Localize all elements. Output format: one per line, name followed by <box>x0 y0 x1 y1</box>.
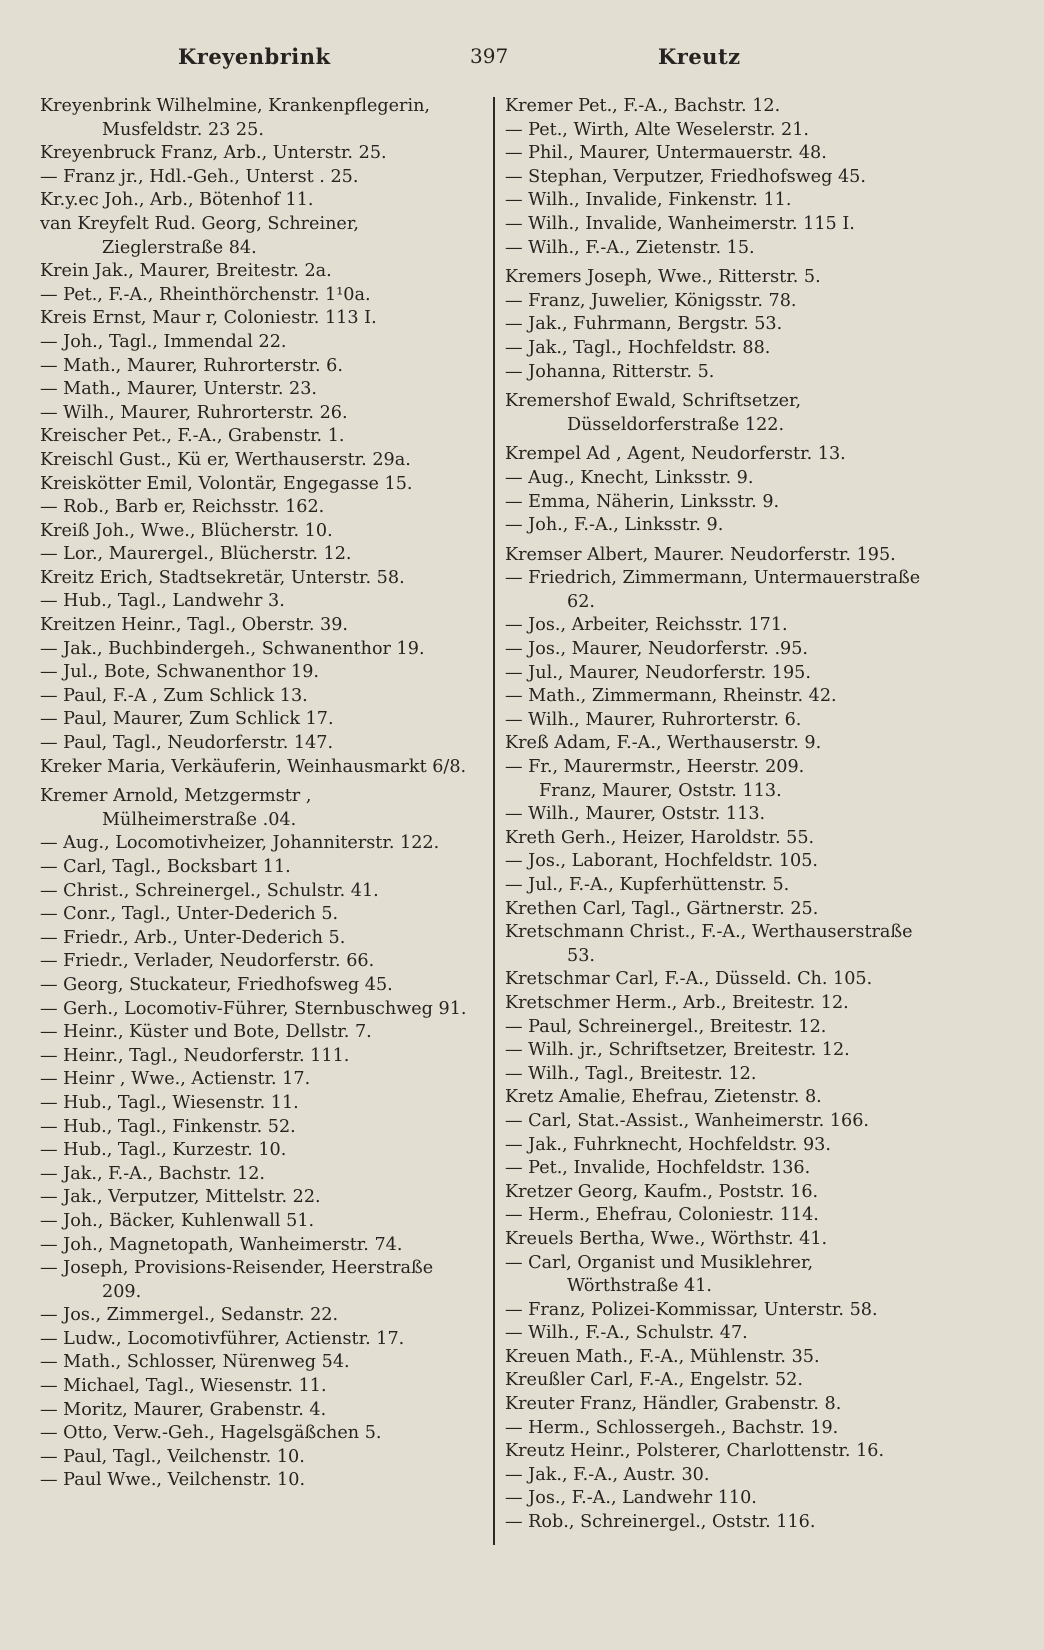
directory-entry: — Joseph, Provisions-Reisender, Heerstraße 209. <box>40 1258 434 1302</box>
directory-entry: — Herm., Schlossergeh., Bachstr. 19. <box>505 1417 839 1438</box>
directory-entry: Franz, Maurer, Oststr. 113. <box>539 780 782 801</box>
directory-entry: — Joh., Tagl., Immendal 22. <box>40 331 287 352</box>
directory-entry: — Wilh., Invalide, Wanheimerstr. 115 I. <box>505 213 855 234</box>
right-column <box>505 95 923 1535</box>
directory-entry: Kreuter Franz, Händler, Grabenstr. 8. <box>505 1394 842 1415</box>
directory-entry: — Pet., F.-A., Rheinthörchenstr. 1¹0a. <box>40 284 371 305</box>
directory-entry: — Herm., Ehefrau, Coloniestr. 114. <box>505 1205 819 1226</box>
directory-entry: Kremershof Ewald, Schriftsetzer, Düsseldorferstraße 122. <box>505 391 802 435</box>
directory-entry: — Conr., Tagl., Unter-Dederich 5. <box>40 904 339 925</box>
directory-entry: Kretschmar Carl, F.-A., Düsseld. Ch. 105. <box>505 969 873 990</box>
directory-entry: Kreiß Joh., Wwe., Blücherstr. 10. <box>40 520 333 541</box>
directory-entry: Kreiskötter Emil, Volontär, Engegasse 15. <box>40 473 413 494</box>
directory-entry: — Math., Maurer, Ruhrorterstr. 6. <box>40 355 343 376</box>
directory-entry: — Paul, F.-A , Zum Schlick 13. <box>40 685 308 706</box>
directory-entry: — Georg, Stuckateur, Friedhofsweg 45. <box>40 974 393 995</box>
directory-entry: Krethen Carl, Tagl., Gärtnerstr. 25. <box>505 898 819 919</box>
directory-entry: — Rob., Barb er, Reichsstr. 162. <box>40 497 325 518</box>
directory-entry: — Gerh., Locomotiv-Führer, Sternbuschweg 91. <box>40 998 467 1019</box>
directory-entry: — Wilh., F.-A., Schulstr. 47. <box>505 1323 748 1344</box>
directory-entry: — Lor., Maurergel., Blücherstr. 12. <box>40 544 352 565</box>
directory-entry: — Franz jr., Hdl.-Geh., Unterst . 25. <box>40 166 359 187</box>
directory-entry: — Jos., Maurer, Neudorferstr. .95. <box>505 639 809 660</box>
directory-entry: Kreuels Bertha, Wwe., Wörthstr. 41. <box>505 1228 828 1249</box>
directory-entry: — Emma, Näherin, Linksstr. 9. <box>505 491 780 512</box>
directory-entry: — Carl, Organist und Musiklehrer, Wörthstraße 41. <box>505 1252 814 1297</box>
directory-entry: — Jul., Maurer, Neudorferstr. 195. <box>505 662 811 683</box>
directory-entry: — Carl, Tagl., Bocksbart 11. <box>40 857 291 877</box>
directory-entry: — Jos., F.-A., Landwehr 110. <box>505 1488 757 1509</box>
directory-entry: Kr.y.ec Joh., Arb., Bötenhof 11. <box>40 190 314 211</box>
directory-entry: Kreuen Math., F.-A., Mühlenstr. 35. <box>505 1346 820 1367</box>
directory-entry: — Friedr., Verlader, Neudorferstr. 66. <box>40 951 375 972</box>
directory-entry: — Ludw., Locomotivführer, Actienstr. 17. <box>40 1328 405 1349</box>
directory-entry: — Friedr., Arb., Unter-Dederich 5. <box>40 927 346 948</box>
directory-entry: — Jul., F.-A., Kupferhüttenstr. 5. <box>505 875 790 895</box>
directory-entry: Kremers Joseph, Wwe., Ritterstr. 5. <box>505 267 821 288</box>
directory-entry: Kremser Albert, Maurer. Neudorferstr. 195. <box>505 544 896 565</box>
directory-entry: — Hub., Tagl., Finkenstr. 52. <box>40 1116 296 1137</box>
directory-entry: — Christ., Schreinergel., Schulstr. 41. <box>40 880 379 901</box>
directory-entry: — Heinr., Tagl., Neudorferstr. 111. <box>40 1045 350 1066</box>
directory-entry: — Pet., Wirth, Alte Weselerstr. 21. <box>505 119 809 140</box>
directory-entry: — Jos., Zimmergel., Sedanstr. 22. <box>40 1305 339 1326</box>
directory-entry: — Paul Wwe., Veilchenstr. 10. <box>40 1470 306 1491</box>
directory-entry: Kreth Gerh., Heizer, Haroldstr. 55. <box>505 827 815 848</box>
header-left-catchword: Kreyenbrink <box>178 44 331 69</box>
directory-entry: Kreyenbrink Wilhelmine, Krankenpflegerin, Musfeldstr. 23 25. <box>40 96 430 140</box>
column-divider <box>493 97 495 1545</box>
directory-entry: — Rob., Schreinergel., Oststr. 116. <box>505 1512 816 1533</box>
directory-entry: — Paul, Tagl., Veilchenstr. 10. <box>40 1446 305 1467</box>
left-column <box>40 95 470 1493</box>
directory-entry: — Wilh., Maurer, Oststr. 113. <box>505 804 766 825</box>
directory-entry: — Wilh., F.-A., Zietenstr. 15. <box>505 237 755 258</box>
directory-entry: — Otto, Verw.-Geh., Hagelsgäßchen 5. <box>40 1423 382 1444</box>
directory-entry: — Heinr., Küster und Bote, Dellstr. 7. <box>40 1022 372 1043</box>
directory-entry: Kreutz Heinr., Polsterer, Charlottenstr. 16. <box>505 1441 885 1462</box>
directory-entry: — Math., Maurer, Unterstr. 23. <box>40 379 317 400</box>
directory-entry: Kreker Maria, Verkäuferin, Weinhausmarkt 6/8. <box>40 756 467 777</box>
directory-entry: — Jak., Verputzer, Mittelstr. 22. <box>40 1187 321 1208</box>
directory-entry: Kretz Amalie, Ehefrau, Zietenstr. 8. <box>505 1087 822 1108</box>
directory-entry: — Pet., Invalide, Hochfeldstr. 136. <box>505 1158 811 1179</box>
directory-entry: — Carl, Stat.-Assist., Wanheimerstr. 166. <box>505 1110 870 1131</box>
directory-entry: Kretschmer Herm., Arb., Breitestr. 12. <box>505 992 849 1013</box>
directory-entry: — Aug., Locomotivheizer, Johanniterstr. 122. <box>40 833 440 854</box>
directory-entry: — Phil., Maurer, Untermauerstr. 48. <box>505 143 827 164</box>
directory-entry: — Johanna, Ritterstr. 5. <box>505 361 715 382</box>
directory-entry: — Hub., Tagl., Kurzestr. 10. <box>40 1140 287 1161</box>
directory-entry: — Math., Zimmermann, Rheinstr. 42. <box>505 686 837 707</box>
directory-entry: Kreußler Carl, F.-A., Engelstr. 52. <box>505 1370 803 1391</box>
directory-entry: Krempel Ad , Agent, Neudorferstr. 13. <box>505 444 846 465</box>
directory-entry: Kretschmann Christ., F.-A., Werthauserstraße 53. <box>505 922 913 966</box>
directory-entry: — Wilh., Maurer, Ruhrorterstr. 6. <box>505 709 802 730</box>
directory-entry: — Joh., Magnetopath, Wanheimerstr. 74. <box>40 1234 403 1255</box>
directory-entry: — Aug., Knecht, Linksstr. 9. <box>505 467 754 488</box>
directory-entry: — Hub., Tagl., Landwehr 3. <box>40 591 285 612</box>
directory-entry: — Joh., F.-A., Linksstr. 9. <box>505 515 724 536</box>
directory-entry: — Jak., Fuhrknecht, Hochfeldstr. 93. <box>505 1134 831 1155</box>
page-number: 397 <box>470 44 509 68</box>
directory-entry: — Math., Schlosser, Nürenweg 54. <box>40 1352 350 1373</box>
directory-entry: — Jak., Tagl., Hochfeldstr. 88. <box>505 337 771 358</box>
directory-entry: — Jak., Fuhrmann, Bergstr. 53. <box>505 314 783 335</box>
directory-entry: Kreyenbruck Franz, Arb., Unterstr. 25. <box>40 143 387 164</box>
directory-entry: — Moritz, Maurer, Grabenstr. 4. <box>40 1399 327 1420</box>
directory-entry: Kretzer Georg, Kaufm., Poststr. 16. <box>505 1181 819 1202</box>
directory-entry: Kremer Pet., F.-A., Bachstr. 12. <box>505 96 781 116</box>
directory-entry: Kreitz Erich, Stadtsekretär, Unterstr. 58. <box>40 567 405 588</box>
directory-entry: — Friedrich, Zimmermann, Untermauerstraße 62. <box>505 568 921 612</box>
directory-entry: — Joh., Bäcker, Kuhlenwall 51. <box>40 1210 315 1231</box>
directory-entry: — Fr., Maurermstr., Heerstr. 209. <box>505 757 805 778</box>
directory-entry: — Heinr , Wwe., Actienstr. 17. <box>40 1069 311 1090</box>
directory-entry: — Franz, Polizei-Kommissar, Unterstr. 58. <box>505 1299 878 1320</box>
directory-entry: — Jak., F.-A., Bachstr. 12. <box>40 1163 265 1184</box>
directory-entry: — Paul, Tagl., Neudorferstr. 147. <box>40 733 334 754</box>
header-right-catchword: Kreutz <box>658 44 741 69</box>
directory-entry: — Michael, Tagl., Wiesenstr. 11. <box>40 1376 327 1397</box>
directory-entry: Kreitzen Heinr., Tagl., Oberstr. 39. <box>40 615 349 636</box>
directory-entry: — Jak., F.-A., Austr. 30. <box>505 1464 710 1485</box>
directory-entry: Kreis Ernst, Maur r, Coloniestr. 113 I. <box>40 308 377 329</box>
directory-entry: — Jos., Arbeiter, Reichsstr. 171. <box>505 615 788 636</box>
directory-entry: — Franz, Juwelier, Königsstr. 78. <box>505 290 797 311</box>
directory-entry: Kreischer Pet., F.-A., Grabenstr. 1. <box>40 426 345 447</box>
directory-entry: — Wilh. jr., Schriftsetzer, Breitestr. 12. <box>505 1040 850 1061</box>
directory-entry: Kreß Adam, F.-A., Werthauserstr. 9. <box>505 733 822 754</box>
directory-entry: — Paul, Maurer, Zum Schlick 17. <box>40 709 334 730</box>
directory-entry: — Jos., Laborant, Hochfeldstr. 105. <box>505 851 819 872</box>
directory-entry: — Hub., Tagl., Wiesenstr. 11. <box>40 1092 299 1113</box>
page-header <box>0 44 1044 80</box>
directory-entry: — Jul., Bote, Schwanenthor 19. <box>40 662 320 683</box>
directory-entry: — Paul, Schreinergel., Breitestr. 12. <box>505 1016 827 1037</box>
directory-entry: — Jak., Buchbindergeh., Schwanenthor 19. <box>40 638 425 659</box>
directory-entry: van Kreyfelt Rud. Georg, Schreiner, Zieglerstraße 84. <box>40 213 359 258</box>
directory-entry: Kreischl Gust., Kü er, Werthauserstr. 29a. <box>40 449 411 470</box>
directory-entry: Krein Jak., Maurer, Breitestr. 2a. <box>40 261 332 282</box>
directory-entry: — Wilh., Tagl., Breitestr. 12. <box>505 1063 757 1084</box>
directory-entry: — Wilh., Invalide, Finkenstr. 11. <box>505 190 792 211</box>
directory-entry: Kremer Arnold, Metzgermstr , Mülheimerstraße .04. <box>40 786 312 830</box>
directory-entry: — Wilh., Maurer, Ruhrorterstr. 26. <box>40 402 348 423</box>
directory-entry: — Stephan, Verputzer, Friedhofsweg 45. <box>505 166 866 187</box>
